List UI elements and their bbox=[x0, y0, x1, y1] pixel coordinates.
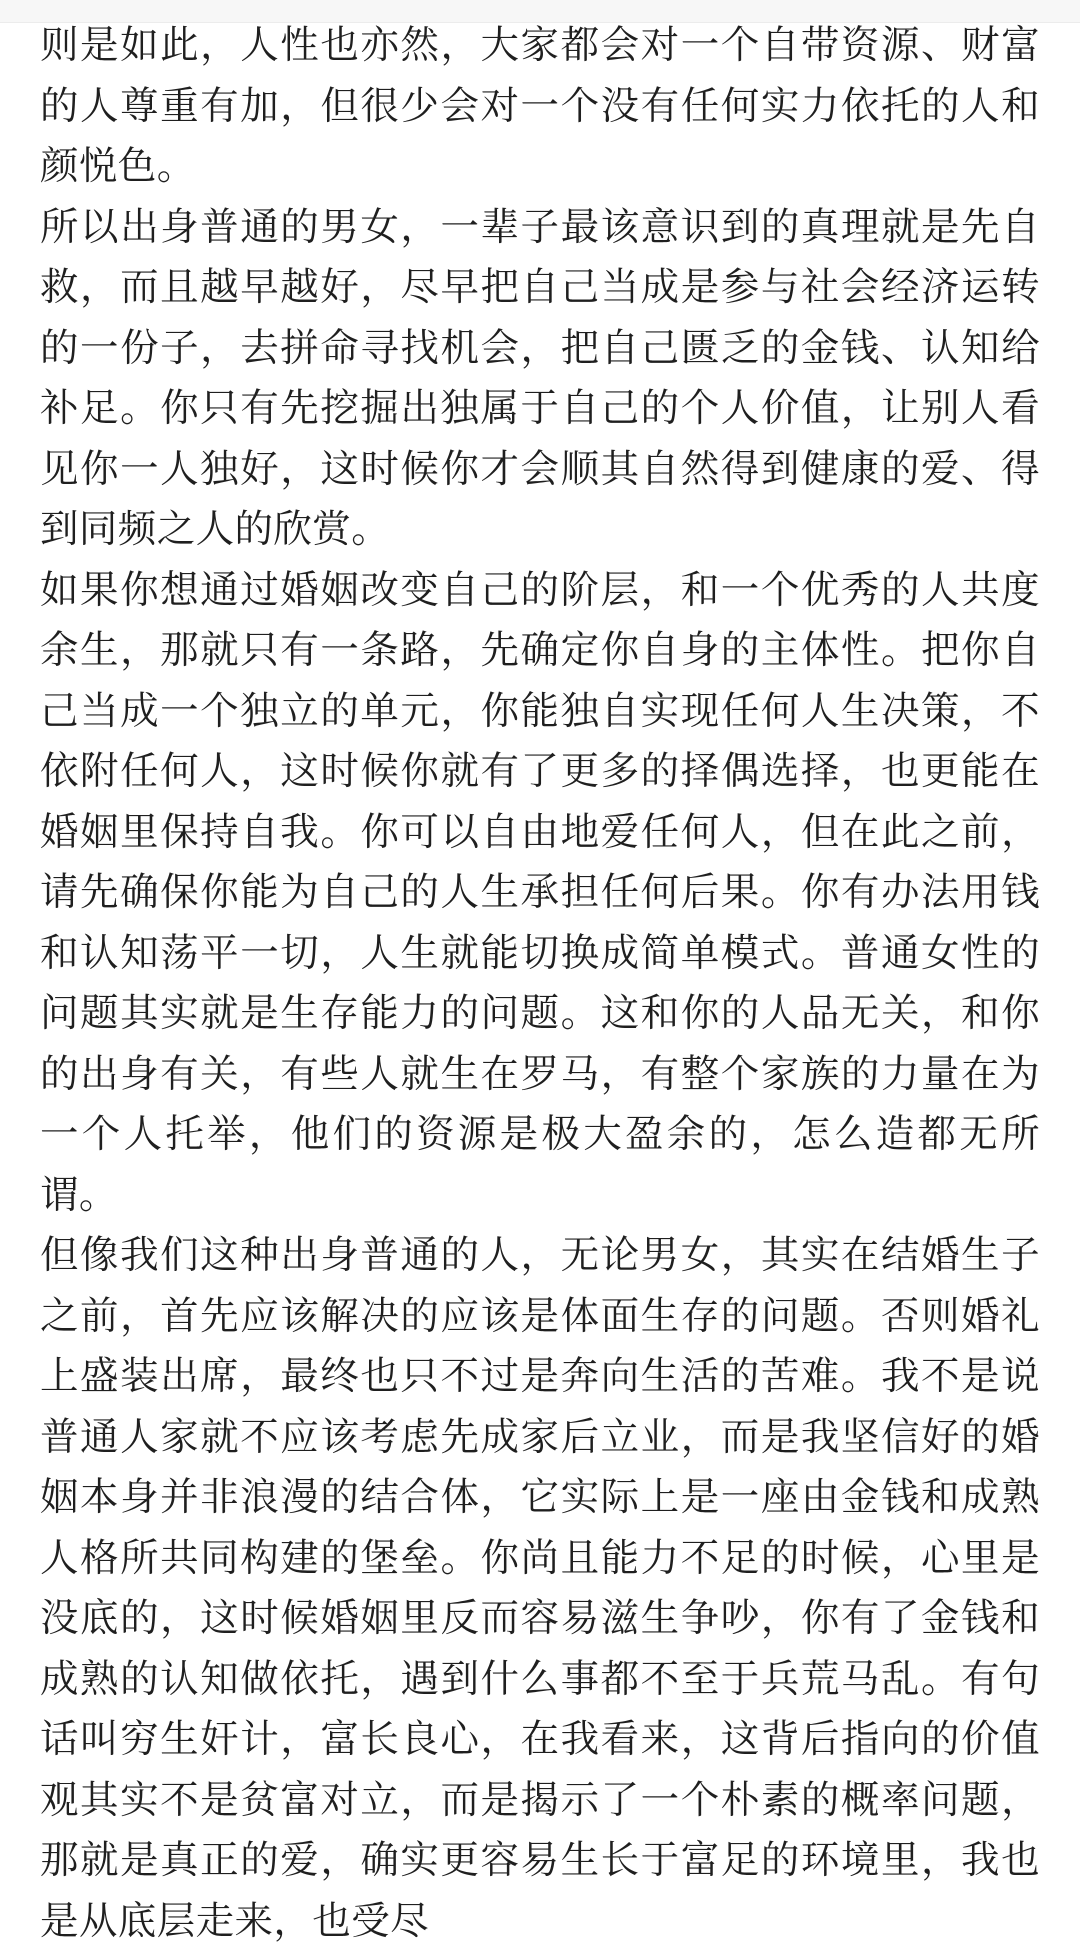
article-body bbox=[40, 16, 1040, 1952]
paragraph-1: 则是如此，人性也亦然，大家都会对一个自带资源、财富的人尊重有加，但很少会对一个没有任何实力依托的人和颜悦色。 bbox=[40, 23, 1040, 189]
paragraph-4: 但像我们这种出身普通的人，无论男女，其实在结婚生子之前，首先应该解决的应该是体面生存的问题。否则婚礼上盛装出席，最终也只不过是奔向生活的苦难。我不是说普通人家就不应该考虑先成家后立业，而是我坚信好的婚姻本身并非浪漫的结合体，它实际上是一座由金钱和成熟人格所共同构建的堡垒。你尚且能力不足的时候，心里是没底的，这时候婚姻里反而容易滋生争吵，你有了金钱和成熟的认知做依托，遇到什么事都不至于兵荒马乱。有句话叫穷生奸计，富长良心，在我看来，这背后指向的价值观其实不是贫富对立，而是揭示了一个朴素的概率问题，那就是真正的爱，确实更容易生长于富足的环境里，我也是从底层走来，也受尽 bbox=[40, 1233, 1040, 1944]
paragraph-2: 所以出身普通的男女，一辈子最该意识到的真理就是先自救，而且越早越好，尽早把自己当成是参与社会经济运转的一份子，去拼命寻找机会，把自己匮乏的金钱、认知给补足。你只有先挖掘出独属于自己的个人价值，让别人看见你一人独好，这时候你才会顺其自然得到健康的爱、得到同频之人的欣赏。 bbox=[40, 204, 1040, 552]
paragraph-3: 如果你想通过婚姻改变自己的阶层，和一个优秀的人共度余生，那就只有一条路，先确定你自身的主体性。把你自己当成一个独立的单元，你能独自实现任何人生决策，不依附任何人，这时候你就有了更多的择偶选择，也更能在婚姻里保持自我。你可以自由地爱任何人，但在此之前，请先确保你能为自己的人生承担任何后果。你有办法用钱和认知荡平一切，人生就能切换成简单模式。普通女性的问题其实就是生存能力的问题。这和你的人品无关，和你的出身有关，有些人就生在罗马，有整个家族的力量在为一个人托举，他们的资源是极大盈余的，怎么造都无所谓。 bbox=[40, 567, 1040, 1218]
